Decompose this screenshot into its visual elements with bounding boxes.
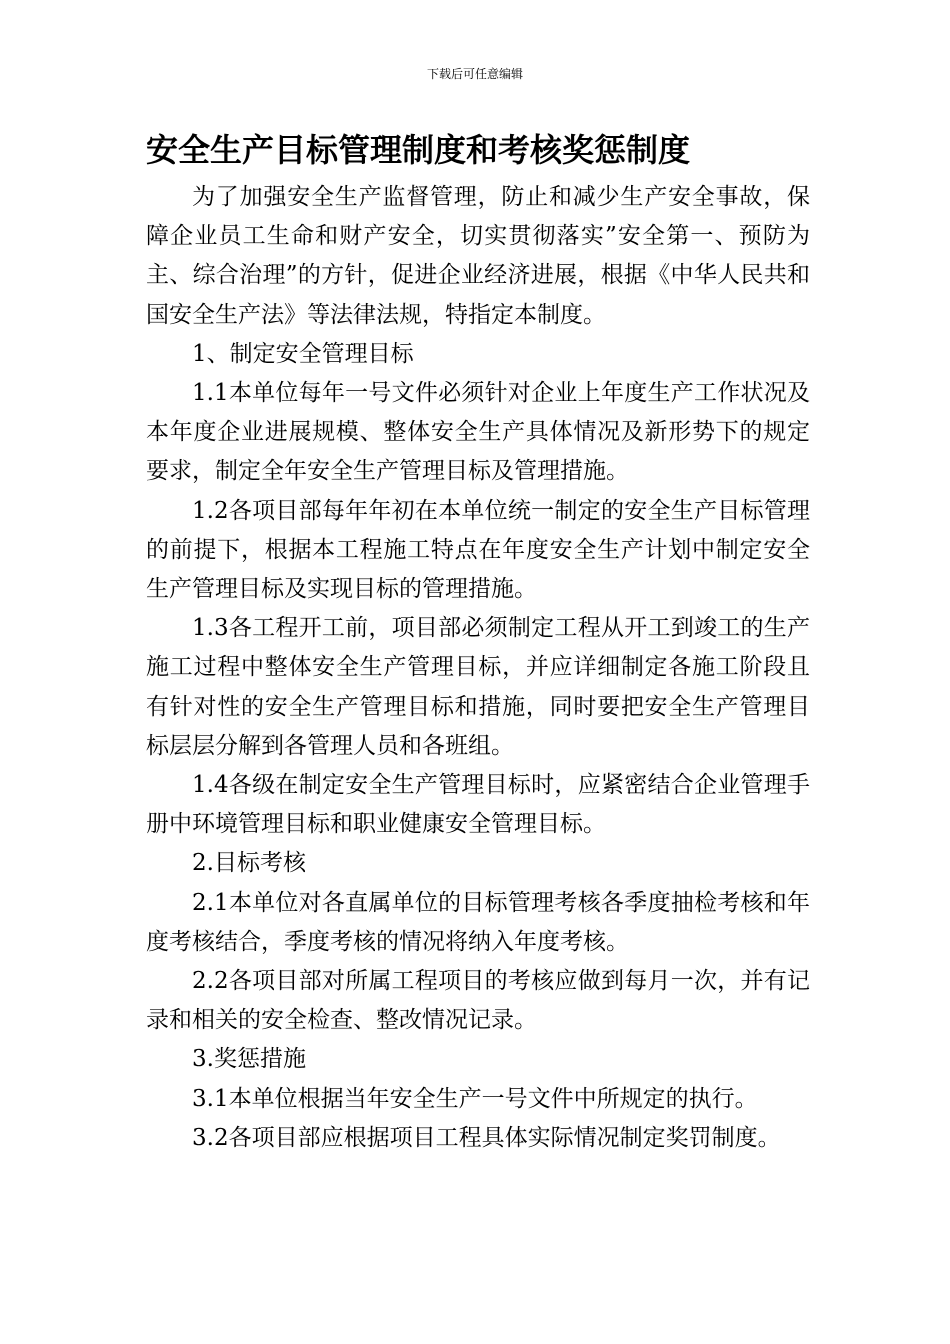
clause-1-1: 1.1本单位每年一号文件必须针对企业上年度生产工作状况及本年度企业进展规模、整体安全生产具体情况及新形势下的规定要求，制定全年安全生产管理目标及管理措施。 [146, 380, 810, 485]
document-body [146, 178, 810, 1158]
clause-3-1: 3.1本单位根据当年安全生产一号文件中所规定的执行。 [192, 1085, 758, 1112]
section-heading-2: 2.目标考核 [192, 850, 306, 877]
clause-2-1: 2.1本单位对各直属单位的目标管理考核各季度抽检考核和年度考核结合，季度考核的情况将纳入年度考核。 [146, 889, 810, 955]
clause-1-3: 1.3各工程开工前，项目部必须制定工程从开工到竣工的生产施工过程中整体安全生产管理目标，并应详细制定各施工阶段且有针对性的安全生产管理目标和措施，同时要把安全生产管理目标层层分解到各管理人员和各班组。 [146, 615, 810, 759]
clause-1-2: 1.2各项目部每年年初在本单位统一制定的安全生产目标管理的前提下，根据本工程施工特点在年度安全生产计划中制定安全生产管理目标及实现目标的管理措施。 [146, 497, 810, 603]
clause-3-2: 3.2各项目部应根据项目工程具体实际情况制定奖罚制度。 [192, 1124, 781, 1151]
intro-paragraph: 为了加强安全生产监督管理，防止和减少生产安全事故，保障企业员工生命和财产安全，切实贯彻落实”安全第一、预防为主、综合治理”的方针，促进企业经济进展，根据《中华人民共和国安全生产法》等法律法规，特指定本制度。 [146, 184, 810, 328]
section-heading-3: 3.奖惩措施 [192, 1046, 306, 1073]
clause-2-2: 2.2各项目部对所属工程项目的考核应做到每月一次，并有记录和相关的安全检查、整改情况记录。 [146, 968, 810, 1034]
section-heading-1: 1、制定安全管理目标 [192, 340, 414, 367]
header-note: 下载后可任意编辑 [426, 67, 523, 81]
document-title: 安全生产目标管理制度和考核奖惩制度 [146, 131, 691, 169]
clause-1-4: 1.4各级在制定安全生产管理目标时，应紧密结合企业管理手册中环境管理目标和职业健康安全管理目标。 [146, 772, 810, 838]
